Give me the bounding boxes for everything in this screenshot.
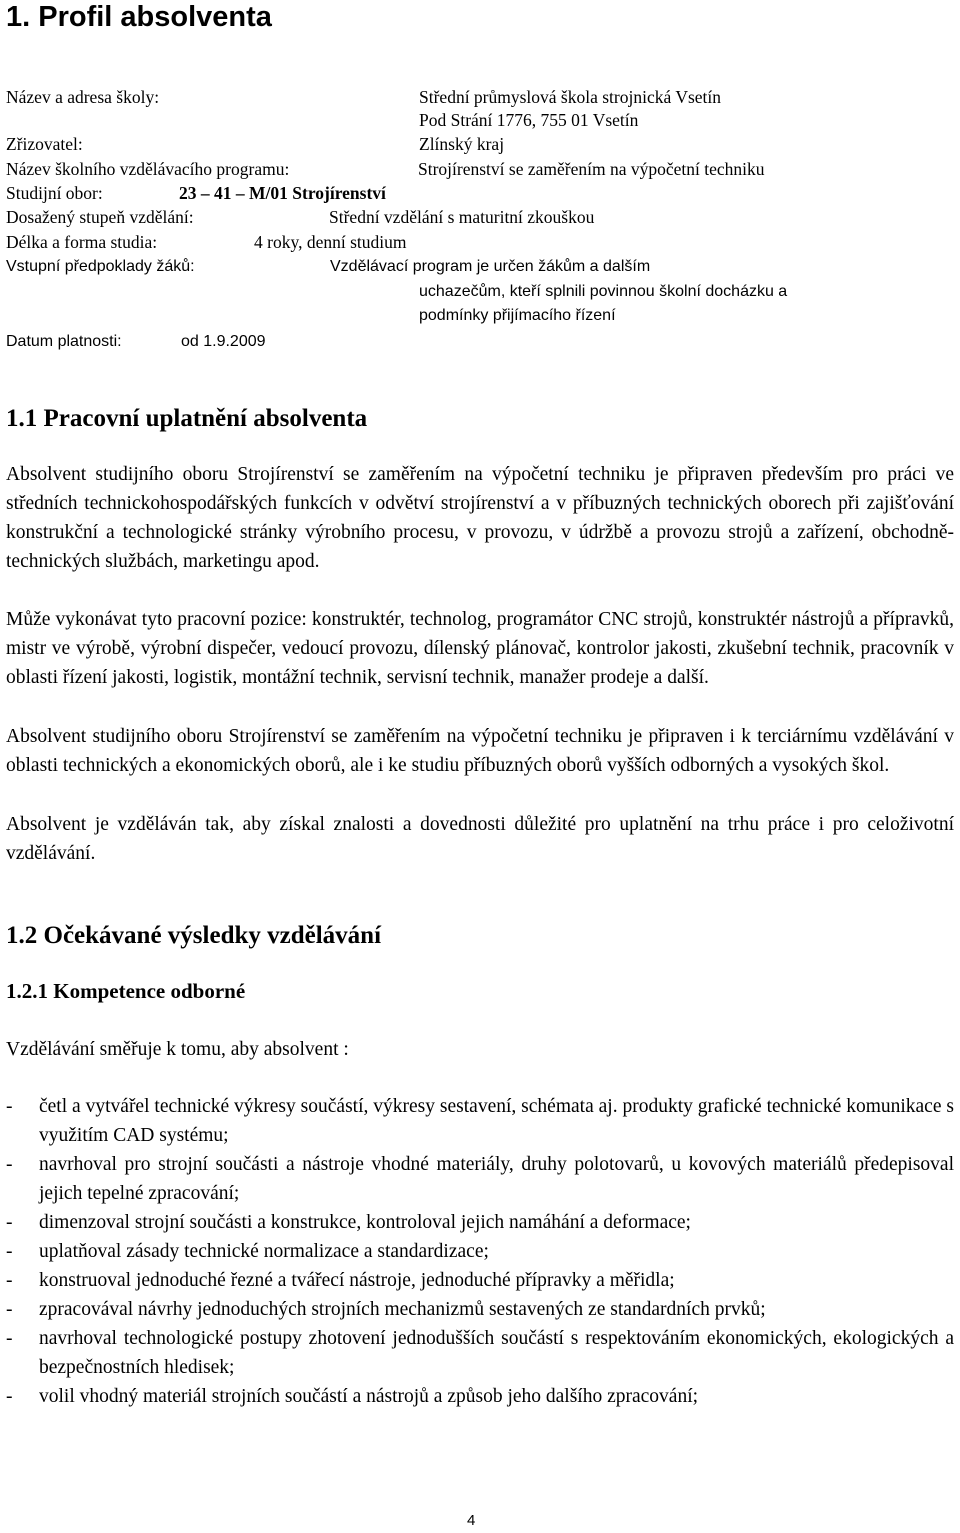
list-intro: Vzdělávání směřuje k tomu, aby absolvent :: [6, 1039, 349, 1060]
dash-marker: -: [6, 1270, 13, 1291]
list-item: [6, 1150, 954, 1208]
school-address: Pod Strání 1776, 755 01 Vsetín: [419, 110, 639, 130]
list-item-text: navrhoval technologické postupy zhotovení jednodušších součástí s respektováním ekonomických, ekologických a bezpečnostních hledisek;: [39, 1328, 954, 1378]
length-label: Délka a forma studia:: [6, 232, 158, 252]
page-number: 4: [467, 1512, 476, 1529]
founder-value: Zlínský kraj: [419, 134, 505, 154]
list-item-text: volil vhodný materiál strojních součástí a nástrojů a způsob jeho dalšího zpracování;: [39, 1386, 699, 1407]
dash-marker: -: [6, 1386, 13, 1407]
level-value: Střední vzdělání s maturitní zkouškou: [329, 207, 595, 227]
list-item-text: uplatňoval zásady technické normalizace a standardizace;: [39, 1241, 489, 1262]
founder-label: Zřizovatel:: [6, 134, 83, 154]
length-value: 4 roky, denní studium: [254, 232, 407, 252]
list-item: [6, 1295, 954, 1324]
prereq-line-2: uchazečům, kteří splnili povinnou školní docházku a: [419, 283, 788, 300]
section-1-2-1-title: 1.2.1 Kompetence odborné: [6, 979, 246, 1003]
school-name: Střední průmyslová škola strojnická Vsetín: [419, 87, 722, 107]
dash-marker: -: [6, 1241, 13, 1262]
section-1-2-title: 1.2 Očekávané výsledky vzdělávání: [6, 922, 382, 949]
paragraph-2: Může vykonávat tyto pracovní pozice: konstruktér, technolog, programátor CNC strojů, konstruktér nástrojů a přípravků, mistr ve výrobě, výrobní dispečer, vedoucí provozu, dílenský plánovač, kontrolor jakosti, zkušební technik, pracovník v oblasti řízení jakosti, logistik, montážní technik, servisní technik, manažer prodeje a další.: [6, 609, 954, 688]
program-label: Název školního vzdělávacího programu:: [6, 159, 290, 179]
list-item: [6, 1266, 954, 1295]
school-label: Název a adresa školy:: [6, 87, 160, 107]
section-1-1-title: 1.1 Pracovní uplatnění absolventa: [6, 405, 368, 432]
level-label: Dosažený stupeň vzdělání:: [6, 207, 194, 227]
dash-marker: -: [6, 1096, 13, 1117]
list-item-text: četl a vytvářel technické výkresy součástí, výkresy sestavení, schémata aj. produkty grafické technické komunikace s využitím CAD systému;: [39, 1096, 954, 1146]
list-item: [6, 1237, 954, 1266]
program-value: Strojírenství se zaměřením na výpočetní techniku: [418, 159, 765, 179]
paragraph-1: Absolvent studijního oboru Strojírenství se zaměřením na výpočetní techniku je připraven především pro práci ve středních technickohospodářských funkcích v odvětví strojírenství a v příbuzných technických oborech při zajišťování konstrukční a technologické stránky výrobního procesu, v provozu, v údržbě a provozu strojů a zařízení, obchodně-technických službách, marketingu apod.: [6, 464, 954, 572]
list-item-text: dimenzoval strojní součásti a konstrukce, kontroloval jejich namáhání a deformace;: [39, 1212, 691, 1233]
validity-value: od 1.9.2009: [181, 333, 266, 350]
field-label: Studijní obor:: [6, 183, 103, 203]
list-item: [6, 1208, 954, 1237]
list-item: [6, 1324, 954, 1382]
list-item: [6, 1092, 954, 1150]
list-item-text: zpracovával návrhy jednoduchých strojních mechanizmů sestavených ze standardních prvků;: [39, 1299, 766, 1320]
list-item: [6, 1382, 954, 1411]
list-item-text: konstruoval jednoduché řezné a tvářecí nástroje, jednoduché přípravky a měřidla;: [39, 1270, 675, 1291]
paragraph-4: Absolvent je vzděláván tak, aby získal znalosti a dovednosti důležité pro uplatnění na trhu práce i pro celoživotní vzdělávání.: [6, 814, 954, 864]
dash-marker: -: [6, 1299, 13, 1320]
paragraph-3: Absolvent studijního oboru Strojírenství se zaměřením na výpočetní techniku je připraven i k terciárnímu vzdělávání v oblasti technických a ekonomických oborů, ale i ke studiu příbuzných oborů vyšších odborných a vysokých škol.: [6, 726, 954, 776]
competence-list: [6, 1092, 954, 1411]
field-value: 23 – 41 – M/01 Strojírenství: [179, 183, 386, 203]
prereq-line-1: Vzdělávací program je určen žákům a dalším: [330, 258, 651, 275]
prereq-line-3: podmínky přijímacího řízení: [419, 307, 616, 324]
dash-marker: -: [6, 1212, 13, 1233]
page-title: 1. Profil absolventa: [6, 1, 272, 33]
list-item-text: navrhoval pro strojní součásti a nástroje vhodné materiály, druhy polotovarů, u kovových materiálů předepisoval jejich tepelné zpracování;: [39, 1154, 954, 1204]
prereq-label: Vstupní předpoklady žáků:: [6, 258, 195, 275]
validity-label: Datum platnosti:: [6, 333, 122, 350]
dash-marker: -: [6, 1328, 13, 1349]
dash-marker: -: [6, 1154, 13, 1175]
